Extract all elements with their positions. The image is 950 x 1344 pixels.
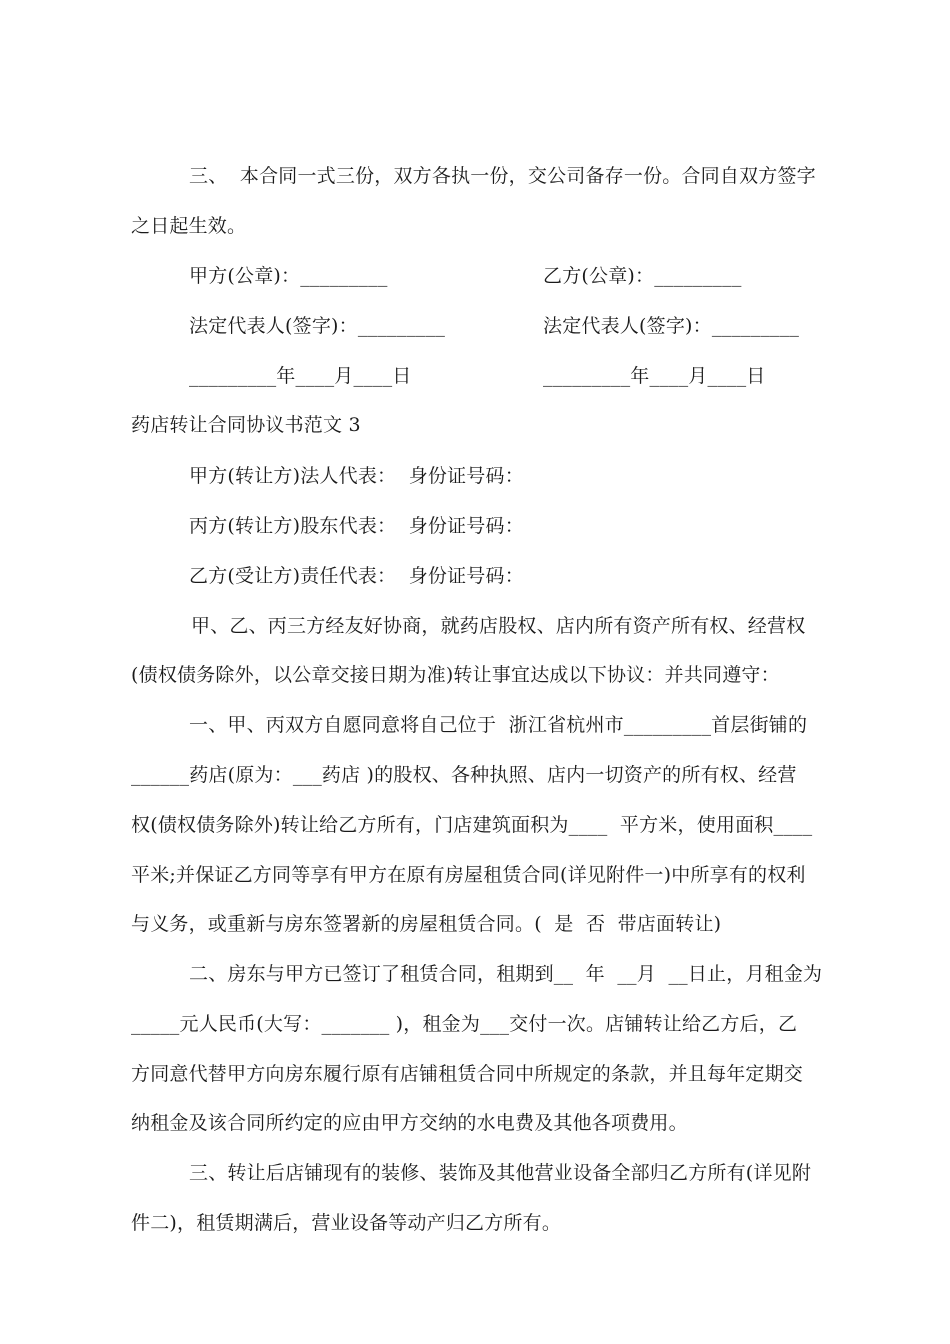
party-b-legal-rep: 法定代表人(签字)：_________ <box>543 315 800 337</box>
article-2-line-3: 方同意代替甲方向房东履行原有店铺租赁合同中所规定的条款，并且每年定期交 <box>131 1063 804 1085</box>
preamble-line-2: (债权债务除外，以公章交接日期为准)转让事宜达成以下协议：并共同遵守： <box>131 664 780 686</box>
party-b-rep-line: 乙方(受让方)责任代表： 身份证号码： <box>189 565 524 587</box>
party-a-rep-line: 甲方(转让方)法人代表： 身份证号码： <box>189 465 524 487</box>
party-c-rep-line: 丙方(转让方)股东代表： 身份证号码： <box>189 515 524 537</box>
party-a-seal: 甲方(公章)：_________ <box>189 265 388 287</box>
article-1-line-3: 权(债权债务除外)转让给乙方所有，门店建筑面积为____ 平方米，使用面积____ <box>131 814 813 836</box>
article-2-line-2: _____元人民币(大写：_______ )，租金为___交付一次。店铺转让给乙方后，乙 <box>131 1013 798 1035</box>
article-1-line-4: 平米;并保证乙方同等享有甲方在原有房屋租赁合同(详见附件一)中所享有的权利 <box>131 864 806 886</box>
party-b-date: _________年____月____日 <box>543 365 766 387</box>
section-title: 药店转让合同协议书范文 3 <box>131 414 361 436</box>
clause-3-line-1: 三、 本合同一式三份，双方各执一份，交公司备存一份。合同自双方签字 <box>189 165 816 187</box>
article-1-line-1: 一、甲、丙双方自愿同意将自己位于 浙江省杭州市_________首层街铺的 <box>189 714 808 736</box>
preamble-line-1: 甲、乙、丙三方经友好协商，就药店股权、店内所有资产所有权、经营权 <box>191 615 806 637</box>
article-1-line-5: 与义务，或重新与房东签署新的房屋租赁合同。( 是 否 带店面转让) <box>131 913 722 935</box>
article-3-line-2: 件二)，租赁期满后，营业设备等动产归乙方所有。 <box>131 1212 562 1234</box>
article-1-line-2: ______药店(原为：___药店 )的股权、各种执照、店内一切资产的所有权、经营 <box>131 764 797 786</box>
party-b-seal: 乙方(公章)：_________ <box>543 265 742 287</box>
party-a-date: _________年____月____日 <box>189 365 412 387</box>
article-3-line-1: 三、转让后店铺现有的装修、装饰及其他营业设备全部归乙方所有(详见附 <box>189 1162 812 1184</box>
clause-3-line-2: 之日起生效。 <box>131 215 247 237</box>
article-2-line-4: 纳租金及该合同所约定的应由甲方交纳的水电费及其他各项费用。 <box>131 1112 688 1134</box>
party-a-legal-rep: 法定代表人(签字)：_________ <box>189 315 446 337</box>
article-2-line-1: 二、房东与甲方已签订了租赁合同，租期到__ 年 __月 __日止，月租金为 <box>189 963 823 985</box>
